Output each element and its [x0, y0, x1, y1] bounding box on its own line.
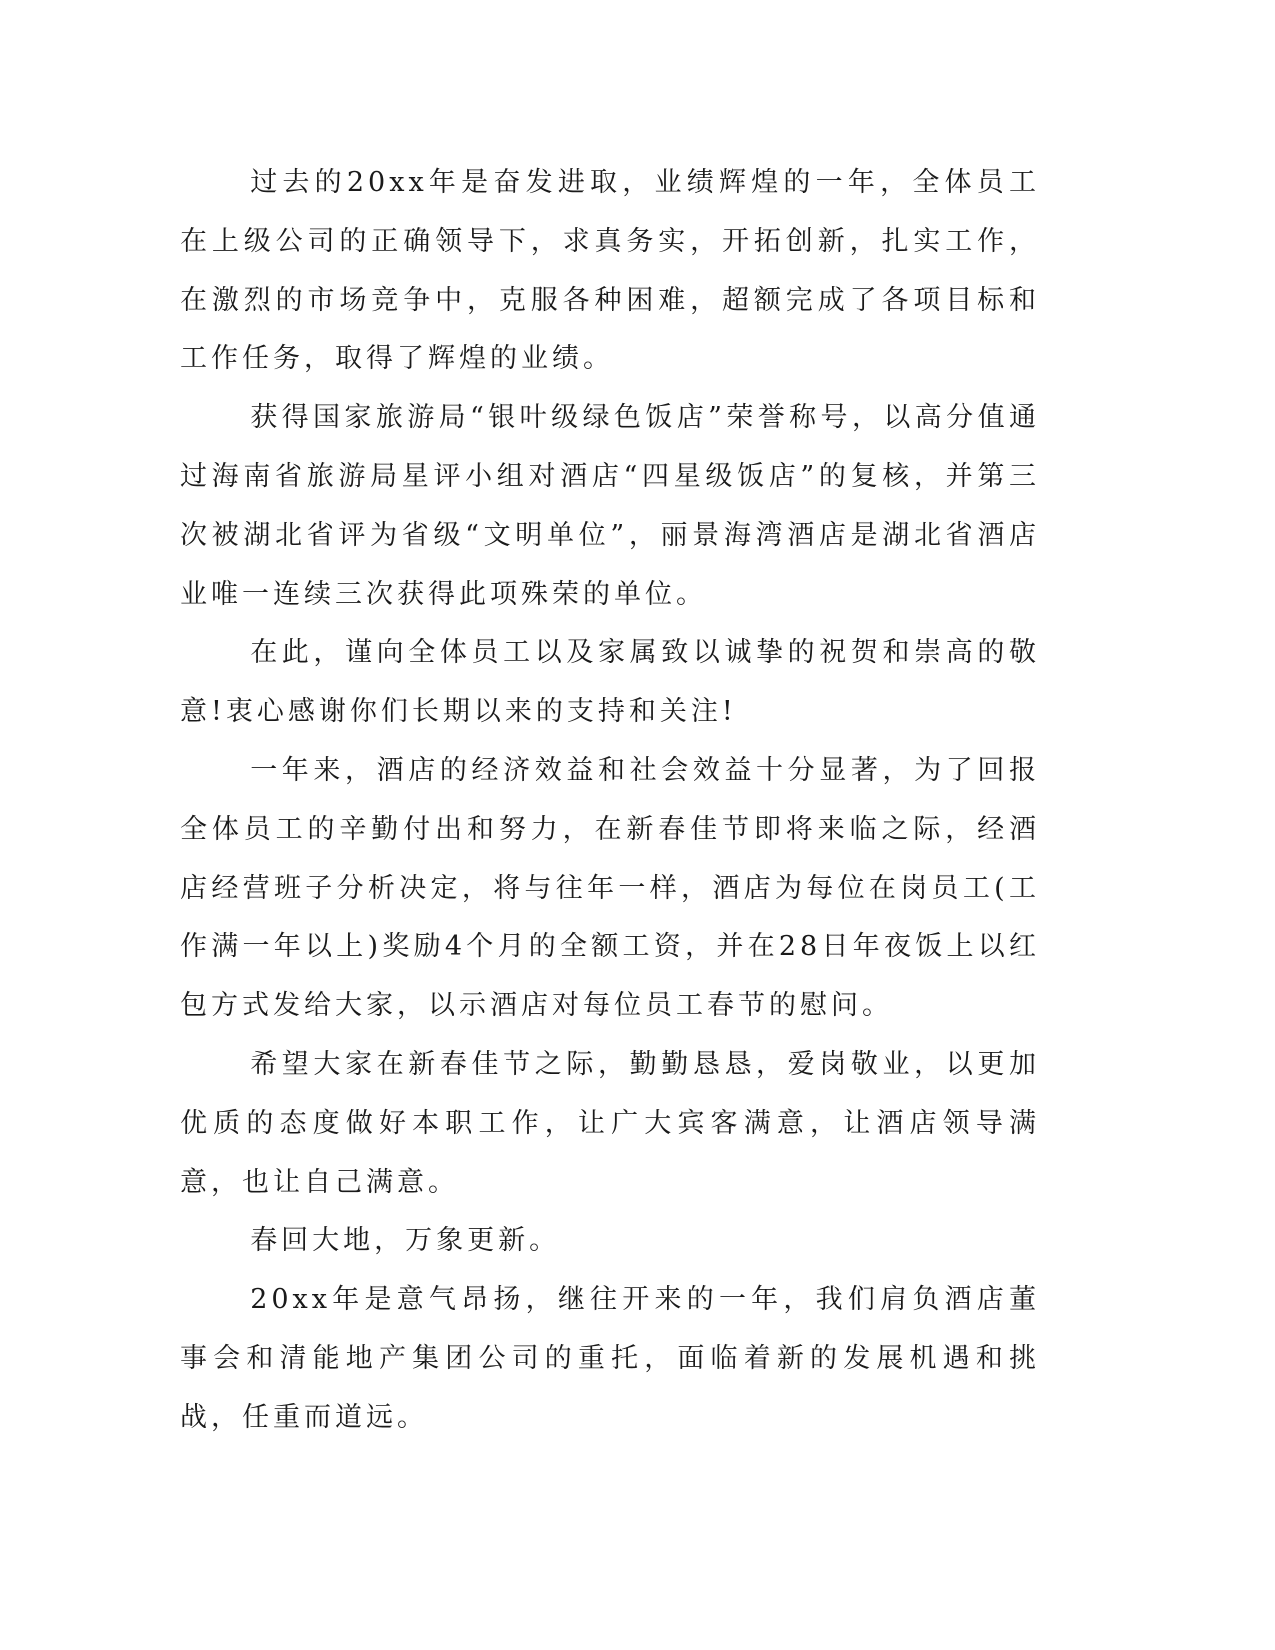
paragraph-1: 过去的20xx年是奋发进取，业绩辉煌的一年，全体员工在上级公司的正确领导下，求真务实，开拓创新，扎实工作，在激烈的市场竞争中，克服各种困难，超额完成了各项目标和工作任务，取得了辉煌的业绩。: [180, 167, 1040, 375]
paragraph-3: 在此，谨向全体员工以及家属致以诚挚的祝贺和崇高的敬意!衷心感谢你们长期以来的支持和关注!: [180, 637, 1040, 728]
paragraph-5: 希望大家在新春佳节之际，勤勤恳恳，爱岗敬业，以更加优质的态度做好本职工作，让广大宾客满意，让酒店领导满意，也让自己满意。: [180, 1048, 1040, 1198]
paragraph-6: 春回大地，万象更新。: [250, 1225, 561, 1257]
document-body: [180, 154, 1040, 1448]
paragraph-4: 一年来，酒店的经济效益和社会效益十分显著，为了回报全体员工的辛勤付出和努力，在新春佳节即将来临之际，经酒店经营班子分析决定，将与往年一样，酒店为每位在岗员工(工作满一年以上)奖励4个月的全额工资，并在28日年夜饭上以红包方式发给大家，以示酒店对每位员工春节的慰问。: [180, 754, 1040, 1022]
paragraph-2: 获得国家旅游局“银叶级绿色饭店”荣誉称号，以高分值通过海南省旅游局星评小组对酒店“四星级饭店”的复核，并第三次被湖北省评为省级“文明单位”，丽景海湾酒店是湖北省酒店业唯一连续三次获得此项殊荣的单位。: [180, 402, 1040, 610]
paragraph-7: 20xx年是意气昂扬，继往开来的一年，我们肩负酒店董事会和清能地产集团公司的重托，面临着新的发展机遇和挑战，任重而道远。: [180, 1284, 1040, 1433]
